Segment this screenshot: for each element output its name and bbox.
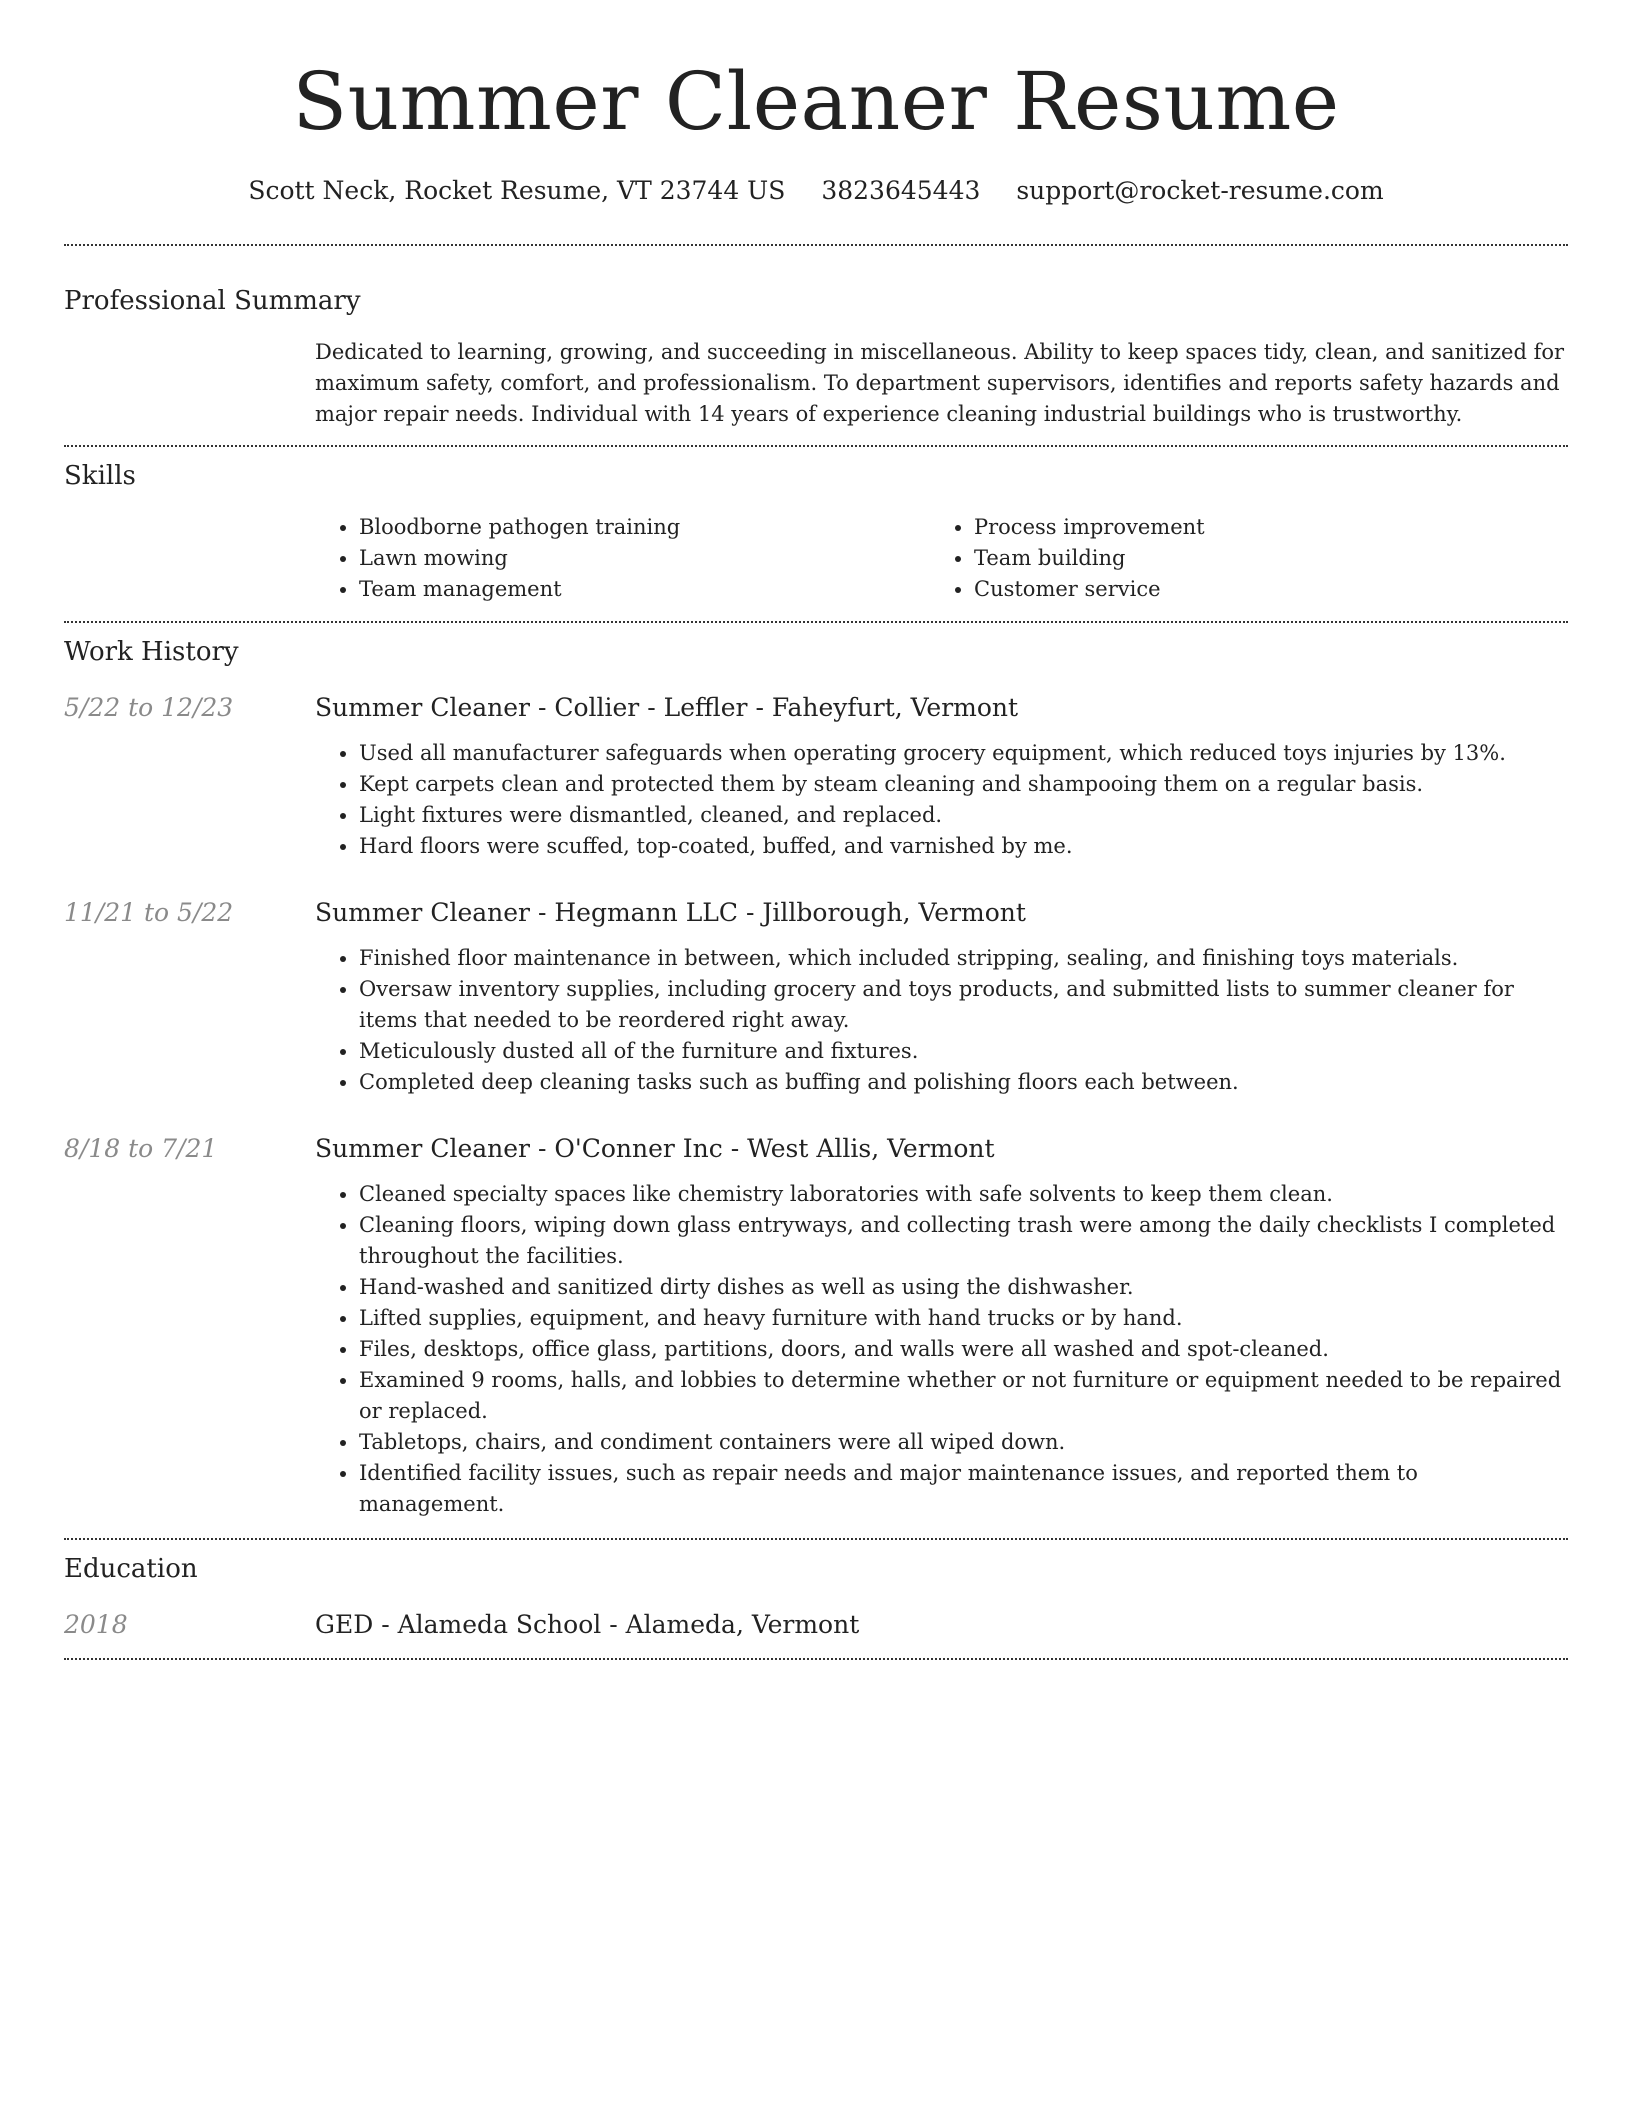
skill-item: • Team management — [359, 574, 930, 605]
job-bullets — [315, 738, 1568, 862]
education-year: 2018 — [64, 1610, 128, 1639]
job-bullet: • Finished floor maintenance in between, which included stripping, sealing, and finishing toys materials. — [359, 943, 1568, 974]
education-section — [64, 1552, 1568, 1642]
job-entry — [64, 691, 1568, 862]
resume-title: Summer Cleaner Resume — [292, 55, 1340, 148]
divider — [64, 621, 1568, 623]
contact-phone: 3823645443 — [821, 176, 981, 205]
job-bullets — [315, 1179, 1568, 1520]
summary-text: Dedicated to learning, growing, and succeeding in miscellaneous. Ability to keep spaces tidy, clean, and sanitized for maximum safety, comfort, and professionalism. To department supervisors, identifies and reports safety hazards and major repair needs. Individual with 14 years of experience cleaning industrial buildings who is trustworthy. — [315, 340, 1565, 426]
job-bullets — [315, 943, 1568, 1098]
divider — [64, 1538, 1568, 1540]
job-bullet: • Light fixtures were dismantled, cleaned, and replaced. — [359, 800, 1568, 831]
job-bullet: • Identified facility issues, such as repair needs and major maintenance issues, and reported them to management. — [359, 1458, 1568, 1520]
job-bullet: • Lifted supplies, equipment, and heavy furniture with hand trucks or by hand. — [359, 1303, 1568, 1334]
skill-item: • Lawn mowing — [359, 543, 930, 574]
job-bullet: • Cleaned specialty spaces like chemistry laboratories with safe solvents to keep them clean. — [359, 1179, 1568, 1210]
contact-email: support@rocket-resume.com — [1016, 176, 1384, 205]
job-dates: 5/22 to 12/23 — [64, 693, 234, 722]
skill-item: • Team building — [974, 543, 1545, 574]
job-header — [64, 896, 1568, 930]
education-degree: GED - Alameda School - Alameda, Vermont — [315, 1610, 860, 1639]
skills-column-left — [315, 512, 930, 605]
job-header — [64, 691, 1568, 725]
work-history-section — [64, 635, 1568, 1520]
job-bullet: • Oversaw inventory supplies, including grocery and toys products, and submitted lists to summer cleaner for items that needed to be reordered right away. — [359, 974, 1568, 1036]
divider — [64, 445, 1568, 447]
section-heading-skills: Skills — [64, 461, 136, 491]
job-entry — [64, 1132, 1568, 1520]
skill-item: • Bloodborne pathogen training — [359, 512, 930, 543]
job-bullet: • Used all manufacturer safeguards when operating grocery equipment, which reduced toys injuries by 13%. — [359, 738, 1568, 769]
section-heading-summary: Professional Summary — [64, 286, 361, 316]
job-bullet: • Cleaning floors, wiping down glass entryways, and collecting trash were among the daily checklists I completed throughout the facilities. — [359, 1210, 1568, 1272]
job-bullet: • Files, desktops, office glass, partitions, doors, and walls were all washed and spot-cleaned. — [359, 1334, 1568, 1365]
job-title: Summer Cleaner - Hegmann LLC - Jillborough, Vermont — [315, 898, 1026, 927]
section-heading-work: Work History — [64, 637, 239, 667]
contact-address: Scott Neck, Rocket Resume, VT 23744 US — [248, 176, 786, 205]
education-entry — [64, 1608, 1568, 1642]
job-bullet: • Kept carpets clean and protected them by steam cleaning and shampooing them on a regular basis. — [359, 769, 1568, 800]
section-heading-education: Education — [64, 1554, 198, 1584]
job-bullet: • Hand-washed and sanitized dirty dishes as well as using the dishwasher. — [359, 1272, 1568, 1303]
job-dates: 8/18 to 7/21 — [64, 1134, 218, 1163]
job-bullet: • Hard floors were scuffed, top-coated, buffed, and varnished by me. — [359, 831, 1568, 862]
skill-item: • Process improvement — [974, 512, 1545, 543]
skill-item: • Customer service — [974, 574, 1545, 605]
divider — [64, 1658, 1568, 1660]
job-bullet: • Examined 9 rooms, halls, and lobbies to determine whether or not furniture or equipment needed to be repaired or replaced. — [359, 1365, 1568, 1427]
contact-line — [64, 174, 1568, 208]
job-entry — [64, 896, 1568, 1098]
skills-column-right — [930, 512, 1545, 605]
job-title: Summer Cleaner - Collier - Leffler - Faheyfurt, Vermont — [315, 693, 1019, 722]
job-bullet: • Completed deep cleaning tasks such as buffing and polishing floors each between. — [359, 1067, 1568, 1098]
summary-section — [64, 284, 1568, 430]
job-bullet: • Tabletops, chairs, and condiment containers were all wiped down. — [359, 1427, 1568, 1458]
divider — [64, 244, 1568, 246]
job-bullet: • Meticulously dusted all of the furniture and fixtures. — [359, 1036, 1568, 1067]
job-header — [64, 1132, 1568, 1166]
job-title: Summer Cleaner - O'Conner Inc - West Allis, Vermont — [315, 1134, 995, 1163]
job-dates: 11/21 to 5/22 — [64, 898, 234, 927]
skills-section — [64, 459, 1568, 605]
skills-grid — [315, 512, 1568, 605]
